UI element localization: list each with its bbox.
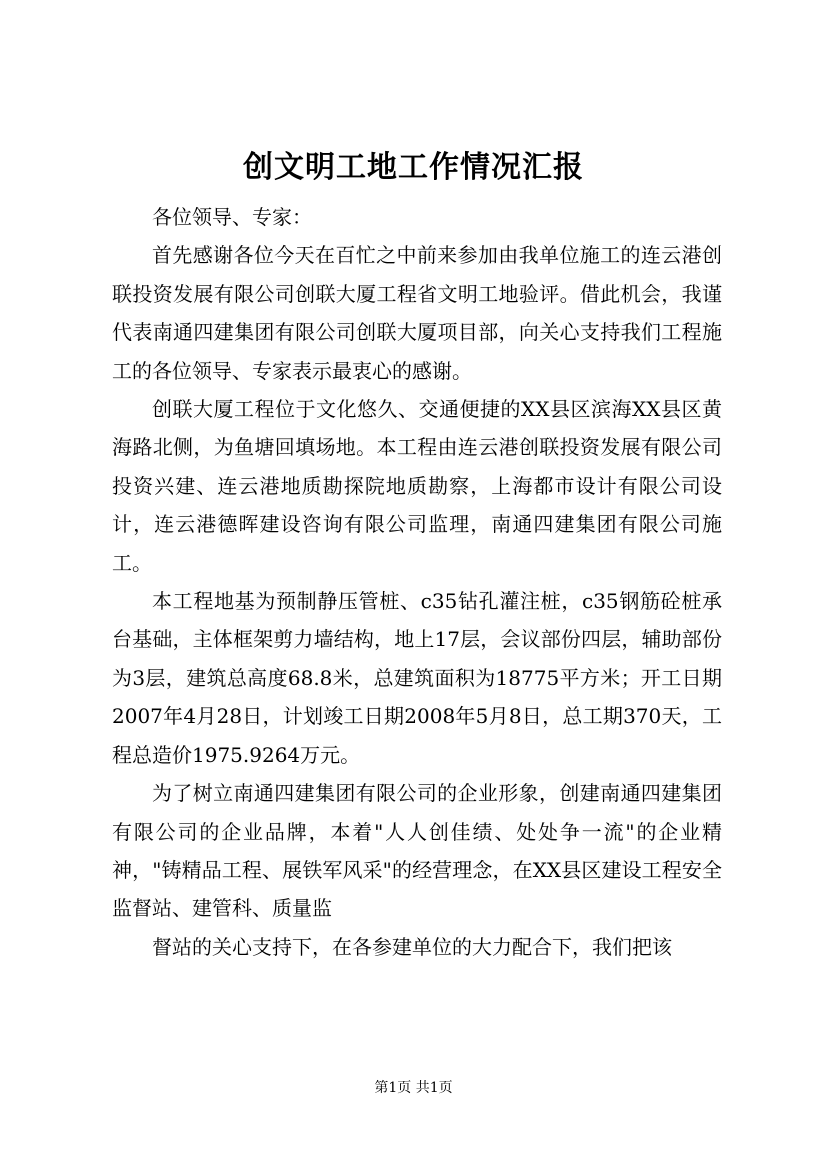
paragraph-thanks: 首先感谢各位今天在百忙之中前来参加由我单位施工的连云港创联投资发展有限公司创联大厦工程省文明工地验评。借此机会，我谨代表南通四建集团有限公司创联大厦项目部，向关心支持我们工程施工的各位领导、专家表示最衷心的感谢。 [112, 243, 722, 383]
paragraph-project-location: 创联大厦工程位于文化悠久、交通便捷的XX县区滨海XX县区黄海路北侧，为鱼塘回填场地。本工程由连云港创联投资发展有限公司投资兴建、连云港地质勘探院地质勘察，上海都市设计有限公司设计，连云港德晖建设咨询有限公司监理，南通四建集团有限公司施工。 [112, 397, 722, 575]
salutation: 各位领导、专家： [152, 205, 312, 229]
page-number-footer: 第1页 共1页 [374, 1080, 453, 1096]
document-title: 创文明工地工作情况汇报 [243, 150, 584, 185]
paragraph-project-specs: 本工程地基为预制静压管桩、c35钻孔灌注桩，c35钢筋砼桩承台基础，主体框架剪力墙结构，地上17层，会议部份四层，辅助部份为3层，建筑总高度68.8米，总建筑面积为18775平方米；开工日期2007年4月28日，计划竣工日期2008年5月8日，总工期370天，工程总造价1975.9264万元。 [112, 589, 722, 767]
paragraph-continued: 督站的关心支持下，在各参建单位的大力配合下，我们把该 [152, 934, 672, 959]
paragraph-corporate-image: 为了树立南通四建集团有限公司的企业形象，创建南通四建集团有限公司的企业品牌，本着"人人创佳绩、处处争一流"的企业精神，"铸精品工程、展铁军风采"的经营理念，在XX县区建设工程安全监督站、建管科、质量监 [112, 781, 722, 921]
document-body [112, 198, 722, 966]
